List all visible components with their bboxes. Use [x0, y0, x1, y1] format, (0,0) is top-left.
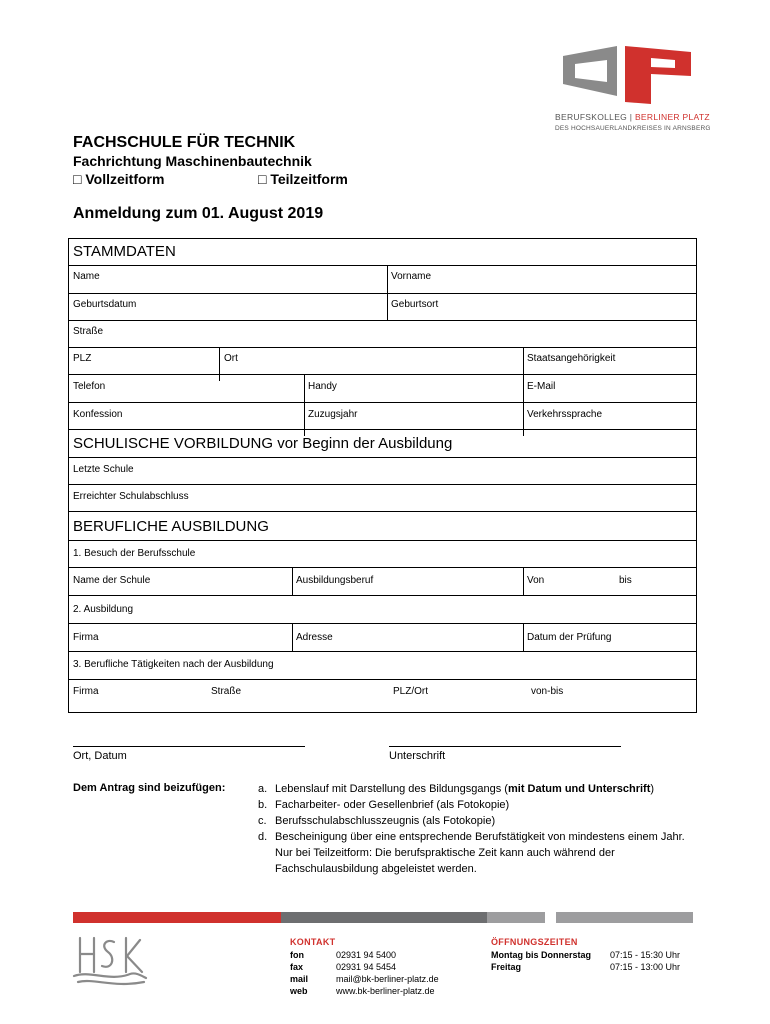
parttime-checkbox[interactable]: □ Teilzeitform	[258, 171, 348, 187]
field-adresse[interactable]: Adresse	[296, 632, 333, 643]
label-ausbildung: 2. Ausbildung	[73, 604, 134, 615]
section-beruflich-title: BERUFLICHE AUSBILDUNG	[73, 518, 269, 535]
section-stammdaten-title: STAMMDATEN	[73, 243, 176, 260]
field-konfession[interactable]: Konfession	[73, 409, 123, 420]
field-handy[interactable]: Handy	[308, 381, 337, 392]
attachments-heading: Dem Antrag sind beizufügen:	[73, 782, 226, 794]
logo-subline: DES HOCHSAUERLANDKREISES IN ARNSBERG	[555, 125, 711, 132]
field-name-der-schule[interactable]: Name der Schule	[73, 575, 151, 586]
signature-label: Unterschrift	[389, 750, 446, 762]
contact-mail: mail	[290, 974, 309, 984]
school-title: FACHSCHULE FÜR TECHNIK	[73, 134, 296, 151]
field-von[interactable]: Von	[527, 575, 545, 586]
branch-title: Fachrichtung Maschinenbautechnik	[73, 153, 312, 169]
field-name[interactable]: Name	[73, 271, 100, 282]
field-strasse-taetigkeit[interactable]: Straße	[211, 686, 242, 697]
registration-form	[68, 238, 697, 713]
list-item: d. Bescheinigung über eine entsprechende Berufstätigkeit von mindestens einem Jahr. Nur bei Teilzeitform: Die berufspraktische Zeit kann auch während der Fachschulausbildung abgeleistet werden.	[258, 831, 685, 875]
list-item: a. Lebenslauf mit Darstellung des Bildungsgangs (mit Datum und Unterschrift)	[258, 783, 655, 795]
footer-bar-light	[487, 912, 545, 923]
field-firma-taetigkeit[interactable]: Firma	[73, 686, 99, 697]
list-item: b. Facharbeiter- oder Gesellenbrief (als Fotokopie)	[258, 799, 510, 811]
attachments-list	[258, 781, 698, 877]
footer-bar-dark	[281, 912, 487, 923]
contact-fon: fon	[290, 950, 304, 960]
hours-day-1: Montag bis Donnerstag	[491, 950, 592, 960]
list-item: c. Berufsschulabschlusszeugnis (als Fotokopie)	[258, 815, 496, 827]
contact-web-link[interactable]: www.bk-berliner-platz.de	[336, 986, 435, 996]
field-telefon[interactable]: Telefon	[73, 381, 106, 392]
hours-day-2: Freitag	[491, 962, 522, 972]
registration-title: Anmeldung zum 01. August 2019	[73, 205, 324, 222]
field-staatsangehoerigkeit[interactable]: Staatsangehörigkeit	[527, 353, 616, 364]
footer-bar-light-2	[556, 912, 693, 923]
contact-fax-value: 02931 94 5454	[336, 962, 397, 972]
school-logo	[555, 42, 705, 106]
field-geburtsort[interactable]: Geburtsort	[391, 299, 439, 310]
hours-title: ÖFFNUNGSZEITEN	[491, 937, 578, 947]
field-firma[interactable]: Firma	[73, 632, 99, 643]
field-vonbis-taetigkeit[interactable]: von-bis	[531, 686, 564, 697]
field-strasse[interactable]: Straße	[73, 326, 104, 337]
footer-bar-red	[73, 912, 281, 923]
field-verkehrssprache[interactable]: Verkehrssprache	[527, 409, 603, 420]
field-plzort-taetigkeit[interactable]: PLZ/Ort	[393, 686, 429, 697]
field-vorname[interactable]: Vorname	[391, 271, 432, 282]
field-bis[interactable]: bis	[619, 575, 632, 586]
hsk-logo	[70, 930, 150, 995]
field-zuzugsjahr[interactable]: Zuzugsjahr	[308, 409, 358, 420]
ort-datum-line[interactable]	[73, 746, 305, 747]
field-ort[interactable]: Ort	[224, 353, 238, 364]
logo-wordmark: BERUFSKOLLEG | BERLINER PLATZ	[555, 112, 710, 122]
contact-mail-link[interactable]: mail@bk-berliner-platz.de	[336, 974, 439, 984]
contact-title: KONTAKT	[290, 937, 336, 947]
contact-fax: fax	[290, 962, 304, 972]
signature-line[interactable]	[389, 746, 621, 747]
label-besuch-berufsschule: 1. Besuch der Berufsschule	[73, 548, 196, 559]
hours-time-1: 07:15 - 15:30 Uhr	[610, 950, 681, 960]
field-email[interactable]: E-Mail	[527, 381, 556, 392]
ort-datum-label: Ort, Datum	[73, 750, 127, 762]
field-schulabschluss[interactable]: Erreichter Schulabschluss	[73, 491, 189, 502]
section-schulisch-title: SCHULISCHE VORBILDUNG vor Beginn der Ausbildung	[73, 435, 453, 452]
field-geburtsdatum[interactable]: Geburtsdatum	[73, 299, 137, 310]
field-ausbildungsberuf[interactable]: Ausbildungsberuf	[296, 575, 374, 586]
field-datum-pruefung[interactable]: Datum der Prüfung	[527, 632, 612, 643]
fulltime-checkbox[interactable]: □ Vollzeitform	[73, 171, 165, 187]
field-plz[interactable]: PLZ	[73, 353, 92, 364]
hours-time-2: 07:15 - 13:00 Uhr	[610, 962, 681, 972]
label-taetigkeiten: 3. Berufliche Tätigkeiten nach der Ausbildung	[73, 659, 274, 670]
contact-web: web	[290, 986, 308, 996]
contact-fon-value: 02931 94 5400	[336, 950, 397, 960]
field-letzte-schule[interactable]: Letzte Schule	[73, 464, 134, 475]
